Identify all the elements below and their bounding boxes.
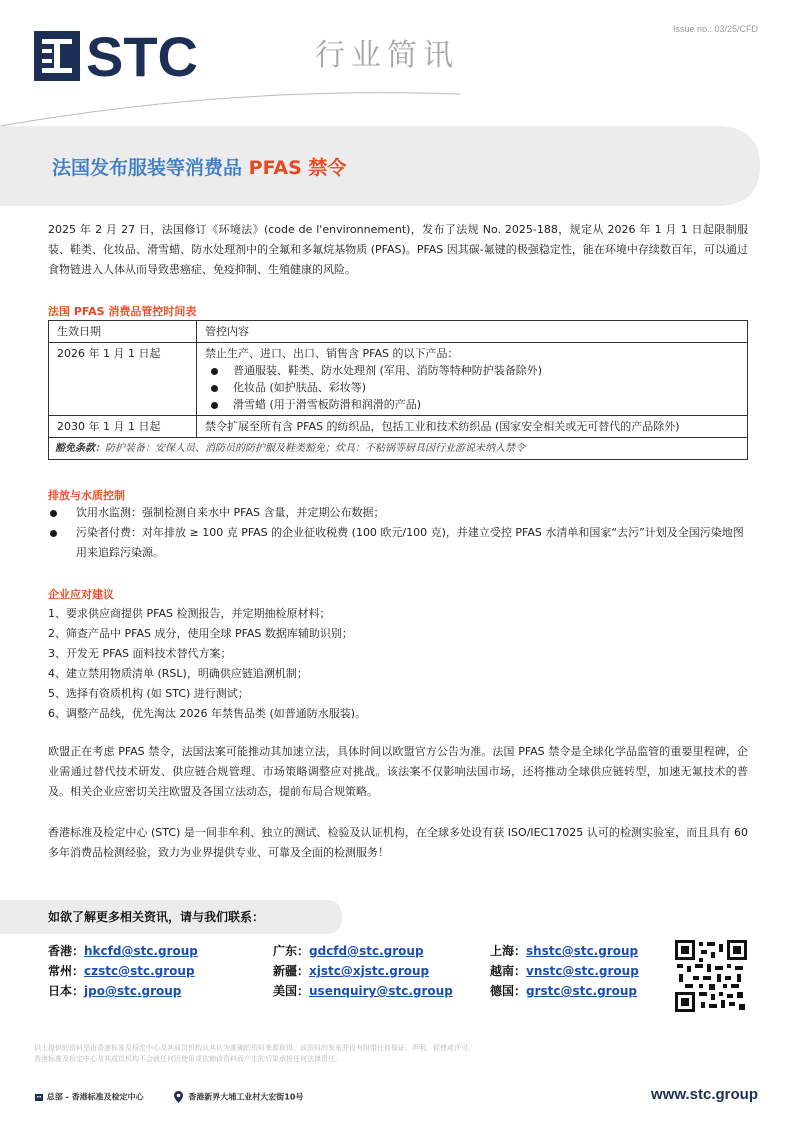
exemption-row	[49, 438, 748, 460]
email-link[interactable]: czstc@stc.group	[84, 964, 195, 978]
contact-vn	[490, 962, 639, 979]
email-link[interactable]: xjstc@xjstc.group	[309, 964, 430, 978]
about-paragraph: 香港标准及检定中心 (STC) 是一间非牟利、独立的测试、检验及认证机构，在全球多处设有获 ISO/IEC17025 认可的检测实验室，而且具有 60 多年消费品检测经验，致力为业界提供专业、可靠及全面的检测服务！	[48, 826, 748, 859]
contact-label: 德国：	[490, 984, 527, 998]
contact-label: 美国：	[273, 984, 310, 998]
emission-heading: 排放与水质控制	[48, 489, 125, 502]
list-item: 普通服装、鞋类、防水处理剂 (军用、消防等特种防护装备除外)	[205, 362, 739, 379]
website-link[interactable]: www.stc.group	[651, 1086, 758, 1103]
outlook-paragraph: 欧盟正在考虑 PFAS 禁令，法国法案可能推动其加速立法，具体时间以欧盟官方公告为准。法国 PFAS 禁令是全球化学品监管的重要里程碑，企业需通过替代技术研发、供应链合规管理、市场策略调整应对挑战。该法案不仅影响法国市场，还将推动全球供应链转型，加速无氟技术的普及。相关企业应密切关注欧盟及各国立法动态，提前布局合规策略。	[48, 745, 748, 798]
logo-text: STC	[86, 31, 198, 81]
list-item: 滑雪蜡 (用于滑雪板防滑和润滑的产品)	[205, 396, 739, 413]
contact-gd	[273, 942, 424, 959]
exemption-text: 防护装备：安保人员、消防员的防护服及鞋类豁免；炊具：不粘锅等厨具因行业游说未纳入禁令	[105, 443, 525, 454]
disclaimer	[34, 1043, 475, 1065]
title-accent: PFAS 禁令	[248, 157, 347, 179]
location-pin-icon	[174, 1091, 183, 1103]
contact-title: 如欲了解更多相关资讯，请与我们联系：	[48, 910, 265, 924]
row-date: 2026 年 1 月 1 日起	[49, 343, 197, 416]
disclaimer-line: 香港标准及检定中心及其成员机构不会就任何因使用或依赖该资料而产生的后果承担任何法律责任。	[34, 1055, 342, 1063]
row-date: 2030 年 1 月 1 日起	[49, 416, 197, 438]
advice-list	[48, 604, 748, 724]
banned-products-list	[205, 362, 739, 413]
list-item: 3、开发无 PFAS 面料技术替代方案；	[48, 647, 232, 660]
email-link[interactable]: gdcfd@stc.group	[309, 944, 424, 958]
issue-number: Issue no.: 03/25/CFD	[672, 24, 758, 34]
contact-label: 日本：	[48, 984, 85, 998]
contact-xj	[273, 962, 429, 979]
row-content	[197, 343, 748, 416]
table-row	[49, 343, 748, 416]
email-link[interactable]: hkcfd@stc.group	[84, 944, 198, 958]
table-row	[49, 416, 748, 438]
table-header-row	[49, 321, 748, 343]
contact-sh	[490, 942, 638, 959]
col-header-content: 管控内容	[197, 321, 748, 343]
exemption-label: 豁免条款：	[55, 443, 105, 454]
contact-label: 香港：	[48, 944, 85, 958]
list-item: 2、筛查产品中 PFAS 成分，使用全球 PFAS 数据库辅助识别；	[48, 627, 353, 640]
footer-info	[34, 1091, 303, 1103]
email-link[interactable]: shstc@stc.group	[526, 944, 639, 958]
header-divider-arc	[0, 80, 794, 130]
contact-cz	[48, 962, 195, 979]
stc-logo	[34, 31, 224, 81]
list-item: 4、建立禁用物质清单 (RSL)，明确供应链追溯机制；	[48, 667, 308, 680]
row-text: 禁止生产、进口、出口、销售含 PFAS 的以下产品：	[205, 347, 459, 360]
timeline-table	[48, 320, 748, 460]
list-item: 6、调整产品线，优先淘汰 2026 年禁售品类 (如普通防水服装)。	[48, 707, 367, 720]
contact-jp	[48, 982, 181, 999]
page-title	[52, 153, 346, 180]
list-item: 化妆品 (如护肤品、彩妆等)	[205, 379, 739, 396]
list-item: 饮用水监测：强制检测自来水中 PFAS 含量，并定期公布数据；	[48, 503, 748, 523]
list-item: 5、选择有资质机构 (如 STC) 进行测试；	[48, 687, 249, 700]
qr-code-icon	[675, 940, 747, 1012]
timeline-heading: 法国 PFAS 消费品管控时间表	[48, 305, 197, 318]
document-type: 行业简讯	[315, 38, 459, 73]
email-link[interactable]: jpo@stc.group	[84, 984, 182, 998]
contact-label: 越南：	[490, 964, 527, 978]
email-link[interactable]: usenquiry@stc.group	[309, 984, 453, 998]
title-main: 法国发布服装等消费品	[52, 157, 243, 179]
list-item: 污染者付费：对年排放 ≥ 100 克 PFAS 的企业征收税费 (100 欧元/100 克)，并建立受控 PFAS 水清单和国家“去污”计划及全国污染地图用来追踪污染源。	[48, 523, 748, 563]
contact-label: 新疆：	[273, 964, 310, 978]
contact-us	[273, 982, 453, 999]
building-icon	[34, 1092, 44, 1102]
contact-hk	[48, 942, 198, 959]
contact-label: 广东：	[273, 944, 310, 958]
emission-list	[48, 503, 748, 563]
footer-org: 总部 - 香港标准及检定中心	[46, 1092, 144, 1102]
list-item: 1、要求供应商提供 PFAS 检测报告，并定期抽检原材料；	[48, 607, 331, 620]
advice-heading: 企业应对建议	[48, 588, 114, 601]
contact-label: 常州：	[48, 964, 85, 978]
contact-de	[490, 982, 637, 999]
email-link[interactable]: vnstc@stc.group	[526, 964, 639, 978]
contact-label: 上海：	[490, 944, 527, 958]
disclaimer-line: 以上提供的资料是由香港标准及检定中心及其成员机构从其认为准确的资料来源取得。该资料的发布并没有附带任何保证、声明、促使或许可。	[34, 1044, 475, 1052]
row-text: 禁令扩展至所有含 PFAS 的纺织品，包括工业和技术纺织品 (国家安全相关或无可替代的产品除外)	[197, 416, 748, 438]
email-link[interactable]: grstc@stc.group	[526, 984, 637, 998]
footer-address: 香港新界大埔工业村大宏街10号	[188, 1092, 304, 1102]
exemption-note	[49, 438, 748, 460]
intro-paragraph: 2025 年 2 月 27 日，法国修订《环境法》(code de l'environnement)，发布了法规 No. 2025-188，规定从 2026 年 1 月 1 日起限制服装、鞋类、化妆品、滑雪蜡、防水处理剂中的全氟和多氟烷基物质 (PFAS)。PFAS 因其碳-氟键的极强稳定性，能在环境中存续数百年，可以通过食物链进入人体从而导致患癌症、免疫抑制、生殖健康的风险。	[48, 223, 748, 276]
col-header-date: 生效日期	[49, 321, 197, 343]
